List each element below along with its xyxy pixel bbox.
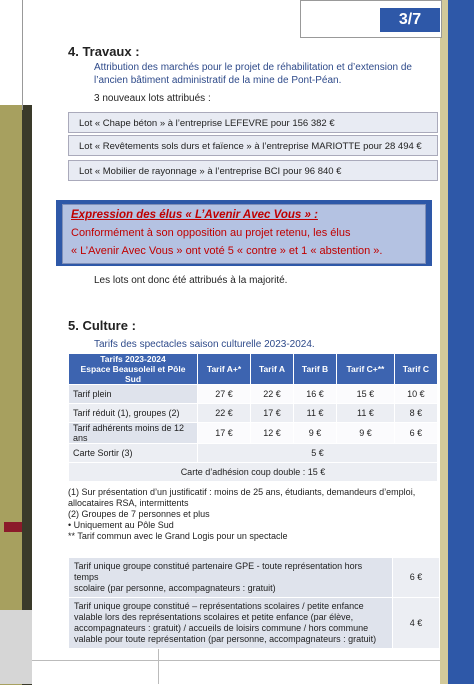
- notes-list: [68, 487, 415, 542]
- travaux-heading: 4. Travaux :: [68, 44, 140, 59]
- gpe-line: Tarif unique groupe constitué partenaire GPE - toute représentation hors temps: [74, 561, 363, 582]
- table-cell: 9 €: [293, 423, 336, 444]
- travaux-conclusion: Les lots ont donc été attribués à la majorité.: [94, 275, 288, 286]
- gpe-table: [68, 557, 440, 649]
- table-row: [69, 404, 438, 423]
- table-row: [69, 423, 438, 444]
- table-row: [69, 444, 438, 463]
- row-label: Tarif adhérents moins de 12 ans: [69, 423, 198, 444]
- column-header: Tarif B: [293, 354, 336, 385]
- table-cell: 15 €: [337, 385, 394, 404]
- tarifs-table: [68, 353, 438, 482]
- table-cell: 22 €: [198, 404, 251, 423]
- table-cell: 8 €: [394, 404, 437, 423]
- table-row: [69, 385, 438, 404]
- gpe-line: accompagnateurs : gratuit) / accueils de loisirs commune / hors commune: [74, 623, 369, 633]
- gpe-price: 6 €: [393, 558, 440, 598]
- row-label: Carte Sortir (3): [69, 444, 198, 463]
- travaux-intro-line1: Attribution des marchés pour le projet de réhabilitation et d’extension de: [94, 62, 412, 73]
- culture-subtitle: Tarifs des spectacles saison culturelle 2023-2024.: [94, 339, 315, 350]
- lot-item: Lot « Revêtements sols durs et faïence » à l’entreprise MARIOTTE pour 28 494 €: [68, 135, 438, 156]
- culture-heading: 5. Culture :: [68, 318, 136, 333]
- lot-item: Lot « Chape béton » à l’entreprise LEFEVRE pour 156 382 €: [68, 112, 438, 133]
- note-item: • Uniquement au Pôle Sud: [68, 520, 174, 530]
- gpe-price: 4 €: [393, 598, 440, 649]
- note-item: (2) Groupes de 7 personnes et plus: [68, 509, 210, 519]
- frame-right-blue-bar: [448, 0, 474, 684]
- frame-line: [22, 0, 23, 110]
- lot-item: Lot « Mobilier de rayonnage » à l’entreprise BCI pour 96 840 €: [68, 160, 438, 181]
- note-item: ** Tarif commun avec le Grand Logis pour un spectacle: [68, 531, 288, 541]
- gpe-line: valable lors des représentations scolaires et petite enfance (par élève,: [74, 612, 354, 622]
- frame-left-top: [0, 0, 23, 105]
- table-header-row: [69, 354, 438, 385]
- note-item: allocataires RSA, intermittents: [68, 498, 189, 508]
- header-main-line2: Espace Beausoleil et Pôle Sud: [80, 364, 186, 384]
- column-header: Tarif A+*: [198, 354, 251, 385]
- expression-line1: Conformément à son opposition au projet retenu, les élus: [71, 227, 351, 239]
- page-number: 3/7: [380, 8, 440, 32]
- frame-left-bottom: [0, 610, 32, 684]
- table-cell: 17 €: [198, 423, 251, 444]
- table-cell: 5 €: [198, 444, 438, 463]
- column-header: Tarif C+**: [337, 354, 394, 385]
- table-cell: 11 €: [293, 404, 336, 423]
- gpe-line: valable pour toute représentation (par personne, accompagnateurs : gratuit): [74, 634, 377, 644]
- carte-adhesion: Carte d’adhésion coup double : 15 €: [69, 463, 438, 482]
- gpe-line: Tarif unique groupe constitué – représentations scolaires / petite enfance: [74, 601, 364, 611]
- table-cell: 16 €: [293, 385, 336, 404]
- table-row: [69, 598, 440, 649]
- table-row: [69, 558, 440, 598]
- row-label: Tarif plein: [69, 385, 198, 404]
- table-cell: 12 €: [251, 423, 294, 444]
- table-header-main: [69, 354, 198, 385]
- header-main-line1: Tarifs 2023-2024: [100, 354, 166, 364]
- frame-line: [32, 660, 440, 661]
- expression-panel: [62, 204, 426, 264]
- expression-line2: « L’Avenir Avec Vous » ont voté 5 « contre » et 1 « abstention ».: [71, 245, 383, 257]
- table-cell: 17 €: [251, 404, 294, 423]
- travaux-intro-line2: l’ancien bâtiment administratif de la mine de Pont-Péan.: [94, 75, 342, 86]
- table-cell: 11 €: [337, 404, 394, 423]
- frame-left-bar: [0, 105, 22, 685]
- gpe-line: scolaire (par personne, accompagnateurs : gratuit): [74, 583, 276, 593]
- frame-left-accent: [4, 522, 22, 532]
- table-cell: 10 €: [394, 385, 437, 404]
- gpe-description: [69, 558, 393, 598]
- travaux-count: 3 nouveaux lots attribués :: [94, 93, 211, 104]
- table-cell: 27 €: [198, 385, 251, 404]
- note-item: (1) Sur présentation d’un justificatif : moins de 25 ans, étudiants, demandeurs d’emploi,: [68, 487, 416, 497]
- column-header: Tarif A: [251, 354, 294, 385]
- table-cell: 22 €: [251, 385, 294, 404]
- table-cell: 6 €: [394, 423, 437, 444]
- gpe-description: [69, 598, 393, 649]
- table-row: [69, 463, 438, 482]
- expression-title: Expression des élus « L’Avenir Avec Vous » :: [71, 209, 318, 221]
- expression-box: [56, 200, 432, 266]
- table-cell: 9 €: [337, 423, 394, 444]
- frame-right-olive-bar: [440, 0, 448, 684]
- frame-left-dark-bar: [22, 105, 32, 685]
- row-label: Tarif réduit (1), groupes (2): [69, 404, 198, 423]
- column-header: Tarif C: [394, 354, 437, 385]
